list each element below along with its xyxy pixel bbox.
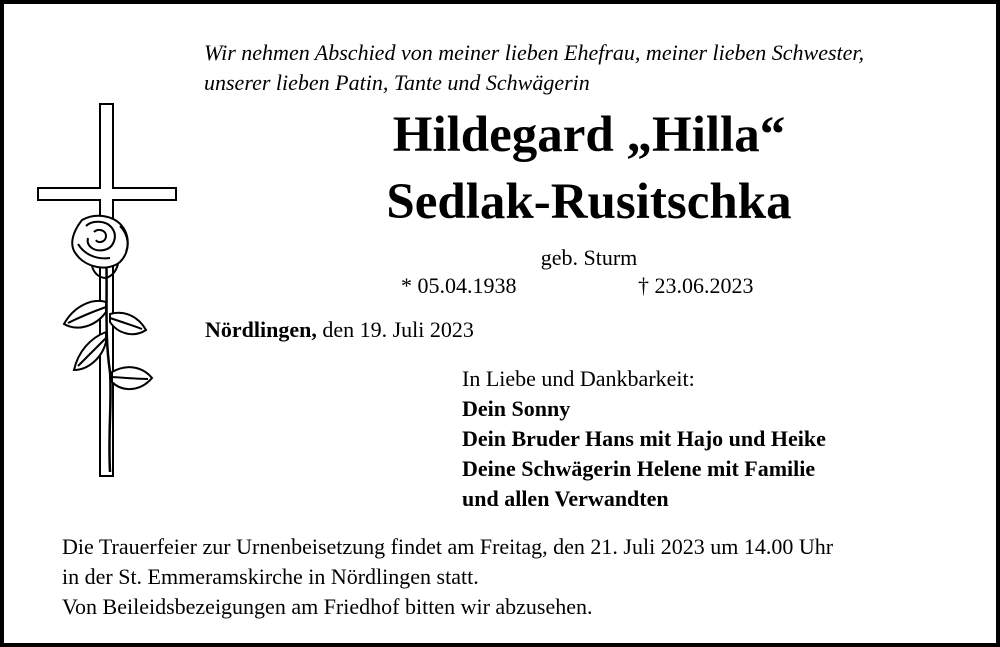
intro-line-1: Wir nehmen Abschied von meiner lieben Ehefrau, meiner lieben Schwester,: [204, 40, 865, 65]
mourner-line: Dein Bruder Hans mit Hajo und Heike: [462, 426, 826, 451]
intro-line-2: unserer lieben Patin, Tante und Schwägerin: [204, 70, 590, 95]
funeral-info-line-2: in der St. Emmeramskirche in Nördlingen statt.: [62, 564, 479, 589]
mourner-line: und allen Verwandten: [462, 486, 669, 511]
death-date: † 23.06.2023: [638, 273, 754, 298]
birth-date: * 05.04.1938: [401, 273, 517, 298]
birth-name: geb. Sturm: [540, 245, 638, 270]
place-name: Nördlingen,: [205, 317, 317, 342]
mourners-intro: In Liebe und Dankbarkeit:: [462, 366, 695, 391]
notice-date: den 19. Juli 2023: [316, 317, 474, 342]
cross-with-rose-icon: [34, 102, 179, 482]
deceased-surname: Sedlak-Rusitschka: [386, 174, 792, 230]
place-date: [205, 316, 474, 344]
intro-text: [204, 38, 984, 98]
mourners-block: [462, 364, 982, 514]
mourner-line: Dein Sonny: [462, 396, 571, 421]
mourner-line: Deine Schwägerin Helene mit Familie: [462, 456, 816, 481]
funeral-info: [62, 532, 982, 622]
funeral-info-line-3: Von Beileidsbezeigungen am Friedhof bitten wir abzusehen.: [62, 594, 593, 619]
funeral-info-line-1: Die Trauerfeier zur Urnenbeisetzung findet am Freitag, den 21. Juli 2023 um 14.00 Uhr: [62, 534, 834, 559]
deceased-first-name: Hildegard „Hilla“: [392, 107, 786, 163]
